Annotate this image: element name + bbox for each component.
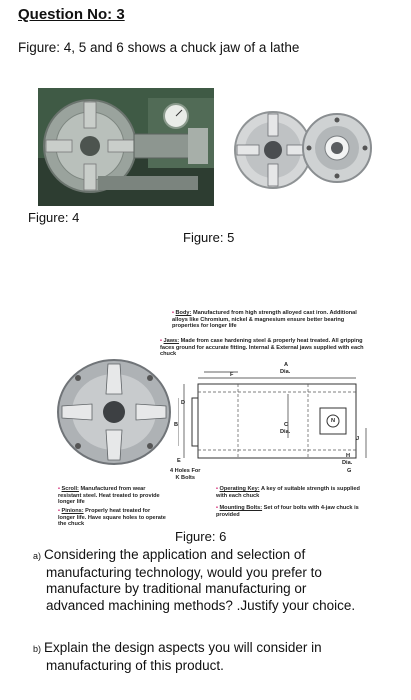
question-b-line2: manufacturing of this product. [46,657,224,673]
note-pinions-key: Pinions: [61,508,84,514]
note-jaws-text: Made from case hardening steel & properly heat treated. All gripping faces ground for accurate fitting. Internal & External jaws supplied with each chuck [160,338,364,358]
question-b-marker: b) [33,644,42,654]
note-jaws: • Jaws: Made from case hardening steel & properly heat treated. All gripping faces ground for accurate fitting. Internal & External jaws supplied with each chuck [160,338,364,358]
question-heading: Question No: 3 [18,6,125,23]
dim-d: D [181,400,186,406]
note-body-text: Manufactured from high strength alloyed cast iron. Additional alloys like Chromium, nickel & magnesium ensure better bearing properties for longer life [172,310,357,330]
holes-label-line2: K Bolts [175,474,196,481]
question-a-line4: advanced machining methods? .Justify your choice. [46,597,356,613]
question-a-line3: manufacture by traditional manufacturing or [46,581,307,596]
note-pinions: • Pinions: Properly heat treated for longer life. Have square holes to operate the chuck [58,508,166,528]
figure-4-caption: Figure: 4 [28,210,80,225]
dim-c: C [284,422,289,428]
note-scroll-text: Manufactured from wear resistant steel. Heat treated to provide longer life [58,486,160,506]
question-a [33,547,393,614]
question-a-line1: Considering the application and selection of [44,547,306,562]
note-jaws-key: Jaws: [163,338,180,344]
note-pinions-text: Properly heat treated for longer life. Have square holes to operate the chuck [58,508,166,528]
dim-f: F [230,372,234,378]
chuck-diagram [50,310,375,528]
figure-5-caption: Figure: 5 [183,230,235,245]
figure-6-caption: Figure: 6 [175,529,227,544]
question-a-line2: manufacturing technology, would you prefer to [46,564,322,580]
dim-a: A [284,362,289,368]
question-b [33,640,393,674]
dim-g: G [347,468,352,474]
dim-h-dia: Dia. [342,460,353,466]
note-opkey-text: A key of suitable strength is supplied with each chuck [216,486,360,499]
dim-e: E [177,458,181,464]
question-b-line1: Explain the design aspects you will consider in [44,640,322,655]
note-body: • Body: Manufactured from high strength alloyed cast iron. Additional alloys like Chromium, nickel & magnesium ensure better bearing properties for longer life [172,310,357,330]
note-scroll: • Scroll: Manufactured from wear resistant steel. Heat treated to provide longer life [58,486,160,506]
chuck-render [54,354,174,466]
dim-h: H [346,453,351,459]
dim-a-dia: Dia. [280,369,291,375]
holes-label [170,468,200,481]
dim-c-dia: Dia. [280,429,291,435]
holes-label-line1: 4 Holes For [170,468,201,474]
dim-b: B [174,422,179,428]
lathe-photo [38,88,214,206]
note-body-key: Body: [175,310,192,316]
note-mounting-bolts: • Mounting Bolts: Set of four bolts with 4-jaw chuck is provided [216,505,359,518]
note-opkey-key: Operating Key: [219,486,260,492]
intro-text: Figure: 4, 5 and 6 shows a chuck jaw of a lathe [18,40,300,55]
lathe-illustration [38,88,214,206]
chuck-technical-drawing [178,368,374,472]
note-operating-key: • Operating Key: A key of suitable strength is supplied with each chuck [216,486,360,499]
dim-n: N [331,418,336,424]
chucks-illustration [225,104,375,194]
dim-j: J [356,436,360,442]
question-a-marker: a) [33,551,42,561]
note-bolts-key: Mounting Bolts: [219,505,263,511]
note-bolts-text: Set of four bolts with 4-jaw chuck is provided [216,505,359,518]
note-scroll-key: Scroll: [61,486,79,492]
chucks-photo [225,104,375,194]
